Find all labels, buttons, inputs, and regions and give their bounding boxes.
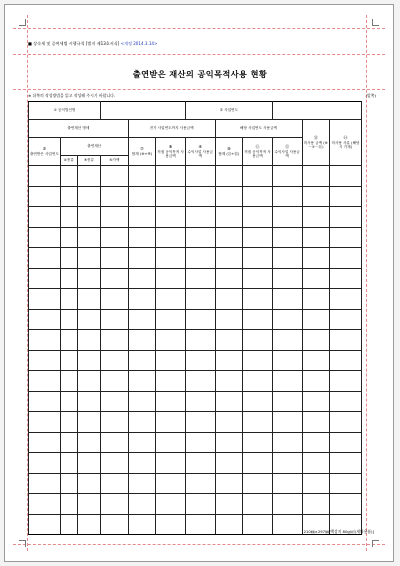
table-body [29, 166, 362, 535]
entry-cell[interactable] [77, 494, 100, 515]
statute-text: ■ 상속세 및 증여세법 시행규칙 [별지 제13호서식] [28, 41, 121, 46]
entry-cell[interactable] [302, 166, 330, 187]
entry-cell[interactable] [101, 432, 129, 453]
cur-total-header [215, 138, 243, 166]
entry-cell[interactable] [215, 494, 243, 515]
entry-cell[interactable] [215, 453, 243, 474]
table-row [29, 412, 362, 433]
entry-cell[interactable] [101, 330, 129, 351]
entry-cell[interactable] [128, 432, 156, 453]
entry-cell[interactable] [185, 453, 215, 474]
cur-direct-header [243, 138, 273, 166]
entry-cell[interactable] [156, 248, 186, 269]
type-header [60, 156, 77, 166]
entry-cell[interactable] [243, 371, 273, 392]
table-row [29, 227, 362, 248]
table-row [29, 186, 362, 207]
entry-cell[interactable] [29, 186, 61, 207]
entry-cell[interactable] [156, 166, 186, 187]
entry-cell[interactable] [302, 371, 330, 392]
entry-cell[interactable] [302, 350, 330, 371]
entry-cell[interactable] [272, 166, 302, 187]
amendment-date: <개정 2014.3.14> [120, 41, 158, 46]
entry-cell[interactable] [185, 473, 215, 494]
contributed-property-header: 출연재산 명세 [29, 120, 129, 138]
property-header: 출연재산 [60, 138, 128, 156]
entry-cell[interactable] [29, 350, 61, 371]
entry-cell[interactable] [77, 412, 100, 433]
entry-cell[interactable] [330, 494, 362, 515]
entry-cell[interactable] [243, 186, 273, 207]
entry-cell[interactable] [128, 350, 156, 371]
entry-cell[interactable] [243, 330, 273, 351]
entry-cell[interactable] [243, 268, 273, 289]
entry-cell[interactable] [101, 166, 129, 187]
entry-cell[interactable] [60, 248, 77, 269]
entry-cell[interactable] [272, 514, 302, 535]
form-title: 출연받은 재산의 공익목적사용 현황 [132, 69, 268, 79]
entry-cell[interactable] [156, 330, 186, 351]
entry-cell[interactable] [185, 227, 215, 248]
entry-cell[interactable] [29, 207, 61, 228]
col-label: 출연받은 사업연도 [29, 151, 59, 156]
entry-cell[interactable] [101, 371, 129, 392]
entry-cell[interactable] [215, 248, 243, 269]
entry-cell[interactable] [77, 432, 100, 453]
entry-cell[interactable] [302, 309, 330, 330]
entry-cell[interactable] [60, 412, 77, 433]
entry-cell[interactable] [243, 289, 273, 310]
entry-cell[interactable] [29, 412, 61, 433]
entry-cell[interactable] [272, 227, 302, 248]
entry-cell[interactable] [156, 227, 186, 248]
entry-cell[interactable] [330, 350, 362, 371]
entry-cell[interactable] [77, 453, 100, 474]
entry-cell[interactable] [77, 227, 100, 248]
col-label: 합계 (⑪+⑫) [218, 151, 240, 156]
entry-cell[interactable] [272, 207, 302, 228]
entry-cell[interactable] [60, 166, 77, 187]
col-label: 수익사업 사용금액 [274, 149, 300, 158]
entry-cell[interactable] [29, 309, 61, 330]
entry-cell[interactable] [243, 412, 273, 433]
entry-cell[interactable] [272, 186, 302, 207]
col-number: ⑧ [168, 144, 173, 150]
entry-cell[interactable] [77, 166, 100, 187]
col-number: ⑬ [313, 135, 318, 141]
entry-cell[interactable] [215, 432, 243, 453]
entry-cell[interactable] [60, 227, 77, 248]
table-row [29, 494, 362, 515]
entry-cell[interactable] [77, 330, 100, 351]
prev-asset-header [185, 138, 215, 166]
entry-cell[interactable] [302, 248, 330, 269]
entry-cell[interactable] [156, 494, 186, 515]
entry-cell[interactable] [243, 350, 273, 371]
entry-cell[interactable] [60, 432, 77, 453]
entry-cell[interactable] [243, 473, 273, 494]
table-row [29, 371, 362, 392]
entry-cell[interactable] [243, 166, 273, 187]
entry-cell[interactable] [29, 330, 61, 351]
statute-reference [28, 41, 157, 47]
entry-cell[interactable] [215, 289, 243, 310]
entry-cell[interactable] [128, 473, 156, 494]
entry-cell[interactable] [185, 289, 215, 310]
entry-cell[interactable] [101, 494, 129, 515]
col-number: ⑫ [285, 144, 290, 150]
entry-cell[interactable] [272, 371, 302, 392]
col-number: ④ [63, 158, 67, 163]
col-label: 합계 (⑧+⑨) [131, 151, 153, 156]
entry-cell[interactable] [77, 350, 100, 371]
entry-cell[interactable] [302, 391, 330, 412]
entry-cell[interactable] [101, 207, 129, 228]
entry-cell[interactable] [272, 309, 302, 330]
entry-cell[interactable] [156, 207, 186, 228]
entry-cell[interactable] [243, 248, 273, 269]
entry-cell[interactable] [272, 473, 302, 494]
entry-cell[interactable] [243, 309, 273, 330]
amount-header [101, 156, 129, 166]
entry-cell[interactable] [60, 207, 77, 228]
entry-cell[interactable] [243, 207, 273, 228]
entry-cell[interactable] [29, 432, 61, 453]
entry-cell[interactable] [243, 391, 273, 412]
corp-name-field[interactable] [101, 102, 186, 120]
entry-cell[interactable] [128, 494, 156, 515]
unused-total-header [302, 120, 330, 166]
entry-cell[interactable] [60, 473, 77, 494]
entry-cell[interactable] [215, 268, 243, 289]
entry-cell[interactable] [77, 514, 100, 535]
entry-cell[interactable] [302, 289, 330, 310]
margin-guide [13, 544, 385, 545]
entry-cell[interactable] [77, 309, 100, 330]
entry-cell[interactable] [330, 227, 362, 248]
entry-cell[interactable] [185, 268, 215, 289]
crop-mark [19, 540, 26, 547]
entry-cell[interactable] [128, 186, 156, 207]
entry-cell[interactable] [156, 289, 186, 310]
entry-cell[interactable] [215, 514, 243, 535]
date-header [29, 138, 61, 166]
entry-cell[interactable] [330, 432, 362, 453]
entry-cell[interactable] [101, 289, 129, 310]
entry-cell[interactable] [215, 371, 243, 392]
entry-cell[interactable] [29, 391, 61, 412]
entry-cell[interactable] [77, 289, 100, 310]
entry-cell[interactable] [29, 268, 61, 289]
col-number: ⑭ [343, 135, 348, 141]
entry-cell[interactable] [215, 309, 243, 330]
entry-cell[interactable] [101, 309, 129, 330]
detail-header [77, 156, 100, 166]
entry-cell[interactable] [330, 186, 362, 207]
margin-guide [13, 54, 385, 55]
entry-cell[interactable] [128, 268, 156, 289]
table-row [29, 330, 362, 351]
col-label: 종류 [66, 158, 74, 163]
entry-cell[interactable] [272, 330, 302, 351]
entry-cell[interactable] [101, 473, 129, 494]
entry-cell[interactable] [128, 453, 156, 474]
entry-cell[interactable] [156, 473, 186, 494]
entry-cell[interactable] [272, 268, 302, 289]
entry-cell[interactable] [60, 330, 77, 351]
instruction-note: ※ 뒤쪽의 작성방법을 읽고 작성해 주시기 바랍니다. [28, 93, 116, 98]
entry-cell[interactable] [185, 248, 215, 269]
entry-cell[interactable] [101, 268, 129, 289]
table-row [29, 473, 362, 494]
entry-cell[interactable] [185, 391, 215, 412]
entry-cell[interactable] [60, 371, 77, 392]
entry-cell[interactable] [302, 207, 330, 228]
entry-cell[interactable] [243, 494, 273, 515]
table-row [29, 350, 362, 371]
entry-cell[interactable] [29, 514, 61, 535]
entry-cell[interactable] [330, 330, 362, 351]
entry-cell[interactable] [185, 494, 215, 515]
entry-cell[interactable] [77, 473, 100, 494]
corp-name-label: ① 공익법인명 [29, 102, 101, 120]
entry-cell[interactable] [29, 227, 61, 248]
entry-cell[interactable] [302, 412, 330, 433]
entry-cell[interactable] [77, 371, 100, 392]
entry-cell[interactable] [215, 473, 243, 494]
crop-mark [372, 540, 379, 547]
crop-mark [372, 19, 379, 26]
entry-cell[interactable] [215, 391, 243, 412]
entry-cell[interactable] [128, 330, 156, 351]
entry-cell[interactable] [128, 248, 156, 269]
entry-cell[interactable] [101, 391, 129, 412]
table-row [29, 309, 362, 330]
col-label: 직접 공익목적 사용금액 [157, 149, 184, 158]
entry-cell[interactable] [302, 268, 330, 289]
entry-cell[interactable] [101, 248, 129, 269]
entry-cell[interactable] [60, 268, 77, 289]
entry-cell[interactable] [215, 166, 243, 187]
entry-cell[interactable] [60, 350, 77, 371]
prev-year-use-header: 전기 사업연도까지 사용금액 [128, 120, 215, 138]
entry-cell[interactable] [156, 432, 186, 453]
table-row [29, 207, 362, 228]
entry-cell[interactable] [185, 432, 215, 453]
entry-cell[interactable] [156, 412, 186, 433]
entry-cell[interactable] [330, 453, 362, 474]
entry-cell[interactable] [101, 186, 129, 207]
entry-cell[interactable] [330, 412, 362, 433]
col-number: ⑤ [83, 158, 88, 163]
entry-cell[interactable] [302, 432, 330, 453]
entry-cell[interactable] [29, 494, 61, 515]
entry-cell[interactable] [77, 248, 100, 269]
table-row [29, 432, 362, 453]
entry-cell[interactable] [302, 227, 330, 248]
entry-cell[interactable] [185, 330, 215, 351]
entry-cell[interactable] [128, 227, 156, 248]
entry-cell[interactable] [243, 514, 273, 535]
entry-cell[interactable] [60, 453, 77, 474]
entry-cell[interactable] [128, 391, 156, 412]
entry-cell[interactable] [330, 268, 362, 289]
entry-cell[interactable] [128, 371, 156, 392]
entry-cell[interactable] [128, 166, 156, 187]
col-number: ⑦ [140, 146, 144, 152]
crop-mark [19, 19, 26, 26]
table-row [29, 289, 362, 310]
entry-cell[interactable] [272, 289, 302, 310]
entry-cell[interactable] [330, 371, 362, 392]
entry-cell[interactable] [272, 391, 302, 412]
entry-cell[interactable] [60, 186, 77, 207]
entry-cell[interactable] [272, 432, 302, 453]
entry-cell[interactable] [128, 289, 156, 310]
entry-cell[interactable] [156, 350, 186, 371]
entry-cell[interactable] [29, 371, 61, 392]
entry-cell[interactable] [215, 227, 243, 248]
entry-cell[interactable] [272, 494, 302, 515]
entry-cell[interactable] [330, 166, 362, 187]
entry-cell[interactable] [215, 350, 243, 371]
entry-cell[interactable] [156, 309, 186, 330]
prev-total-header [128, 138, 156, 166]
entry-cell[interactable] [101, 514, 129, 535]
entry-cell[interactable] [302, 186, 330, 207]
page-side-label: (앞쪽) [365, 93, 376, 98]
table-row [29, 248, 362, 269]
table-row [29, 453, 362, 474]
entry-cell[interactable] [185, 309, 215, 330]
entry-cell[interactable] [29, 248, 61, 269]
entry-cell[interactable] [330, 207, 362, 228]
entry-cell[interactable] [185, 412, 215, 433]
entry-cell[interactable] [156, 371, 186, 392]
usage-table [28, 101, 362, 535]
col-number: ⑪ [255, 144, 260, 150]
entry-cell[interactable] [60, 309, 77, 330]
entry-cell[interactable] [60, 514, 77, 535]
margin-guide [13, 89, 385, 90]
entry-cell[interactable] [29, 166, 61, 187]
entry-cell[interactable] [185, 207, 215, 228]
col-number: ⑩ [227, 146, 231, 152]
entry-cell[interactable] [302, 453, 330, 474]
entry-cell[interactable] [272, 453, 302, 474]
entry-cell[interactable] [272, 248, 302, 269]
current-year-use-header: 해당 사업연도 사용금액 [215, 120, 302, 138]
entry-cell[interactable] [77, 391, 100, 412]
entry-cell[interactable] [215, 330, 243, 351]
entry-cell[interactable] [302, 473, 330, 494]
entry-cell[interactable] [185, 371, 215, 392]
entry-cell[interactable] [77, 186, 100, 207]
entry-cell[interactable] [302, 494, 330, 515]
entry-cell[interactable] [128, 207, 156, 228]
margin-guide [13, 28, 385, 29]
entry-cell[interactable] [60, 494, 77, 515]
entry-cell[interactable] [243, 432, 273, 453]
entry-cell[interactable] [243, 453, 273, 474]
entry-cell[interactable] [185, 350, 215, 371]
table-row [29, 391, 362, 412]
entry-cell[interactable] [215, 186, 243, 207]
entry-cell[interactable] [156, 186, 186, 207]
entry-cell[interactable] [128, 514, 156, 535]
entry-cell[interactable] [215, 412, 243, 433]
entry-cell[interactable] [128, 309, 156, 330]
entry-cell[interactable] [156, 514, 186, 535]
entry-cell[interactable] [101, 412, 129, 433]
entry-cell[interactable] [243, 227, 273, 248]
entry-cell[interactable] [156, 268, 186, 289]
entry-cell[interactable] [156, 453, 186, 474]
business-year-label: ② 사업연도 [185, 102, 272, 120]
col-number: ⑥ [109, 158, 113, 163]
table-row [29, 268, 362, 289]
entry-cell[interactable] [185, 514, 215, 535]
entry-cell[interactable] [185, 166, 215, 187]
col-label: 직접 공익목적 사용금액 [244, 149, 271, 158]
col-label: 미사용 금액 (⑥－⑦－⑪) [303, 140, 328, 149]
entry-cell[interactable] [272, 350, 302, 371]
entry-cell[interactable] [156, 391, 186, 412]
entry-cell[interactable] [77, 207, 100, 228]
unused-reason-header [330, 120, 362, 166]
entry-cell[interactable] [272, 412, 302, 433]
paper-spec: 210㎜×297㎜[백상지 80g/㎡(재활용품)] [303, 529, 374, 534]
entry-cell[interactable] [215, 207, 243, 228]
entry-cell[interactable] [101, 350, 129, 371]
entry-cell[interactable] [330, 391, 362, 412]
business-year-field[interactable] [272, 102, 361, 120]
col-number: ③ [42, 146, 47, 152]
col-label: 가액 [112, 158, 120, 163]
entry-cell[interactable] [185, 186, 215, 207]
col-number: ⑨ [198, 144, 203, 150]
entry-cell[interactable] [330, 289, 362, 310]
entry-cell[interactable] [128, 412, 156, 433]
entry-cell[interactable] [60, 289, 77, 310]
entry-cell[interactable] [330, 248, 362, 269]
col-label: 수익사업 사용금액 [187, 149, 213, 158]
prev-direct-header [156, 138, 186, 166]
entry-cell[interactable] [330, 473, 362, 494]
table-row [29, 166, 362, 187]
col-label: 종류 [87, 158, 94, 163]
cur-asset-header [272, 138, 302, 166]
entry-cell[interactable] [77, 268, 100, 289]
entry-cell[interactable] [60, 391, 77, 412]
entry-cell[interactable] [101, 453, 129, 474]
entry-cell[interactable] [302, 330, 330, 351]
entry-cell[interactable] [101, 227, 129, 248]
entry-cell[interactable] [29, 453, 61, 474]
entry-cell[interactable] [29, 289, 61, 310]
entry-cell[interactable] [330, 309, 362, 330]
entry-cell[interactable] [29, 473, 61, 494]
col-label: 미사용 사유 (해당 시 기재) [331, 140, 360, 149]
